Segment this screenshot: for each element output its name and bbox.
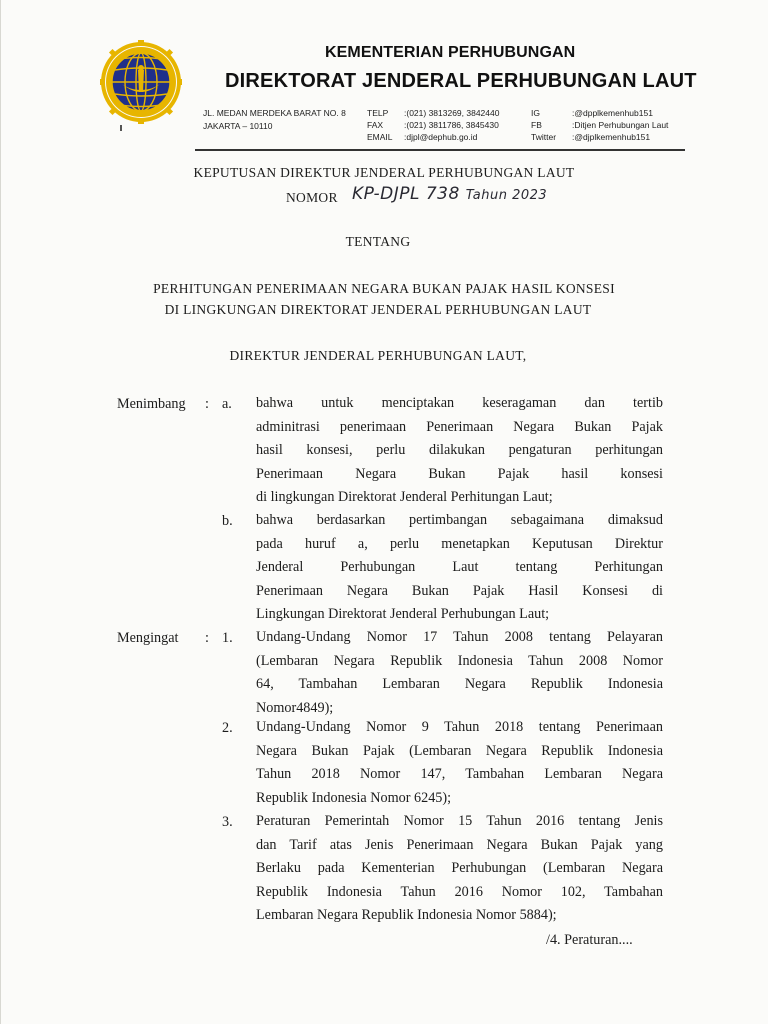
mengingat-label: Mengingat — [117, 630, 179, 646]
text-line: Jenderal Perhubungan Laut tentang Perhitungan — [256, 559, 663, 576]
letterhead-divider — [195, 149, 685, 151]
scan-edge — [0, 0, 1, 1024]
mengingat-item-2 — [256, 716, 663, 810]
item-marker: a. — [222, 396, 232, 412]
text-line: Penerimaan Negara Bukan Pajak Hasil Konsesi di — [256, 582, 663, 599]
address-line-1: JL. MEDAN MERDEKA BARAT NO. 8 — [203, 108, 346, 118]
text-line: 64, Tambahan Lembaran Negara Republik Indonesia — [256, 676, 663, 693]
text-line: bahwa untuk menciptakan keseragaman dan tertib — [256, 395, 663, 411]
text-line: Undang-Undang Nomor 17 Tahun 2008 tentang Pelayaran — [256, 629, 663, 645]
nomor-value: KP-DJPL 738 — [352, 184, 460, 204]
text-line: Negara Bukan Pajak (Lembaran Negara Republik Indonesia — [256, 742, 663, 759]
ig-value: :@dpplkemenhub151 — [572, 108, 653, 118]
text-line: Lingkungan Direktorat Jenderal Perhubungan Laut; — [256, 606, 550, 623]
fb-label: FB — [531, 120, 542, 130]
tentang-heading: TENTANG — [345, 234, 411, 249]
text-line: dan Tarif atas Jenis Penerimaan Negara Bukan Pajak yang — [256, 836, 663, 853]
item-marker: b. — [222, 513, 233, 529]
nomor-label: NOMOR — [286, 190, 338, 205]
ministry-name: KEMENTERIAN PERHUBUNGAN — [325, 44, 576, 61]
telp-value: :(021) 3813269, 3842440 — [404, 108, 500, 118]
mengingat-item-3 — [256, 810, 663, 928]
text-line: Nomor4849); — [256, 699, 334, 716]
text-line: Penerimaan Negara Bukan Pajak hasil konsesi — [256, 465, 663, 482]
email-value: :djpl@dephub.go.id — [404, 132, 478, 142]
fax-value: :(021) 3811786, 3845430 — [404, 120, 499, 130]
continuation-marker: /4. Peraturan.... — [546, 932, 633, 948]
fax-label: FAX — [367, 120, 384, 130]
menimbang-label: Menimbang — [117, 396, 186, 412]
text-line: hasil konsesi, perlu dilakukan pengaturan perhitungan — [256, 442, 663, 459]
text-line: Berlaku pada Kementerian Perhubungan (Lembaran Negara — [256, 860, 663, 877]
ig-label: IG — [531, 108, 540, 118]
menimbang-colon: : — [205, 396, 209, 412]
ministry-logo-icon — [100, 40, 182, 124]
text-line: bahwa berdasarkan pertimbangan sebagaimana dimaksud — [256, 512, 663, 528]
text-line: Tahun 2018 Nomor 147, Tambahan Lembaran Negara — [256, 766, 663, 783]
email-label: EMAIL — [367, 132, 393, 142]
menimbang-item-a — [256, 392, 663, 510]
subject-line-2: DI LINGKUNGAN DIREKTORAT JENDERAL PERHUBUNGAN LAUT — [164, 302, 592, 317]
telp-label: TELP — [367, 108, 389, 118]
item-marker: 1. — [222, 630, 233, 646]
text-line: Lembaran Negara Republik Indonesia Nomor 5884); — [256, 907, 557, 924]
mengingat-item-1 — [256, 626, 663, 720]
item-marker: 3. — [222, 814, 233, 830]
scan-speck — [120, 125, 122, 131]
text-line: pada huruf a, perlu menetapkan Keputusan Direktur — [256, 535, 663, 552]
text-line: adminitrasi penerimaan Penerimaan Negara Bukan Pajak — [256, 418, 663, 435]
decree-title: KEPUTUSAN DIREKTUR JENDERAL PERHUBUNGAN LAUT — [193, 165, 575, 180]
text-line: Republik Indonesia Nomor 6245); — [256, 789, 452, 806]
directorate-name: DIREKTORAT JENDERAL PERHUBUNGAN LAUT — [225, 70, 697, 92]
text-line: Undang-Undang Nomor 9 Tahun 2018 tentang Penerimaan — [256, 719, 663, 735]
fb-value: :Ditjen Perhubungan Laut — [572, 120, 669, 130]
text-line: (Lembaran Negara Republik Indonesia Tahun 2008 Nomor — [256, 652, 663, 669]
menimbang-item-b — [256, 509, 663, 627]
nomor-year: Tahun 2023 — [465, 188, 548, 203]
twitter-value: :@djplkemenhub151 — [572, 132, 651, 142]
text-line: di lingkungan Direktorat Jenderal Perhitungan Laut; — [256, 489, 553, 506]
nomor-handwritten — [352, 184, 547, 204]
text-line: Peraturan Pemerintah Nomor 15 Tahun 2016 tentang Jenis — [256, 813, 663, 829]
twitter-label: Twitter — [531, 132, 557, 142]
mengingat-colon: : — [205, 630, 209, 646]
item-marker: 2. — [222, 720, 233, 736]
address-line-2: JAKARTA – 10110 — [203, 121, 273, 131]
subject-line-1: PERHITUNGAN PENERIMAAN NEGARA BUKAN PAJAK HASIL KONSESI — [153, 281, 615, 296]
text-line: Republik Indonesia Tahun 2016 Nomor 102, Tambahan — [256, 883, 663, 900]
issuer-heading: DIREKTUR JENDERAL PERHUBUNGAN LAUT, — [229, 348, 527, 363]
